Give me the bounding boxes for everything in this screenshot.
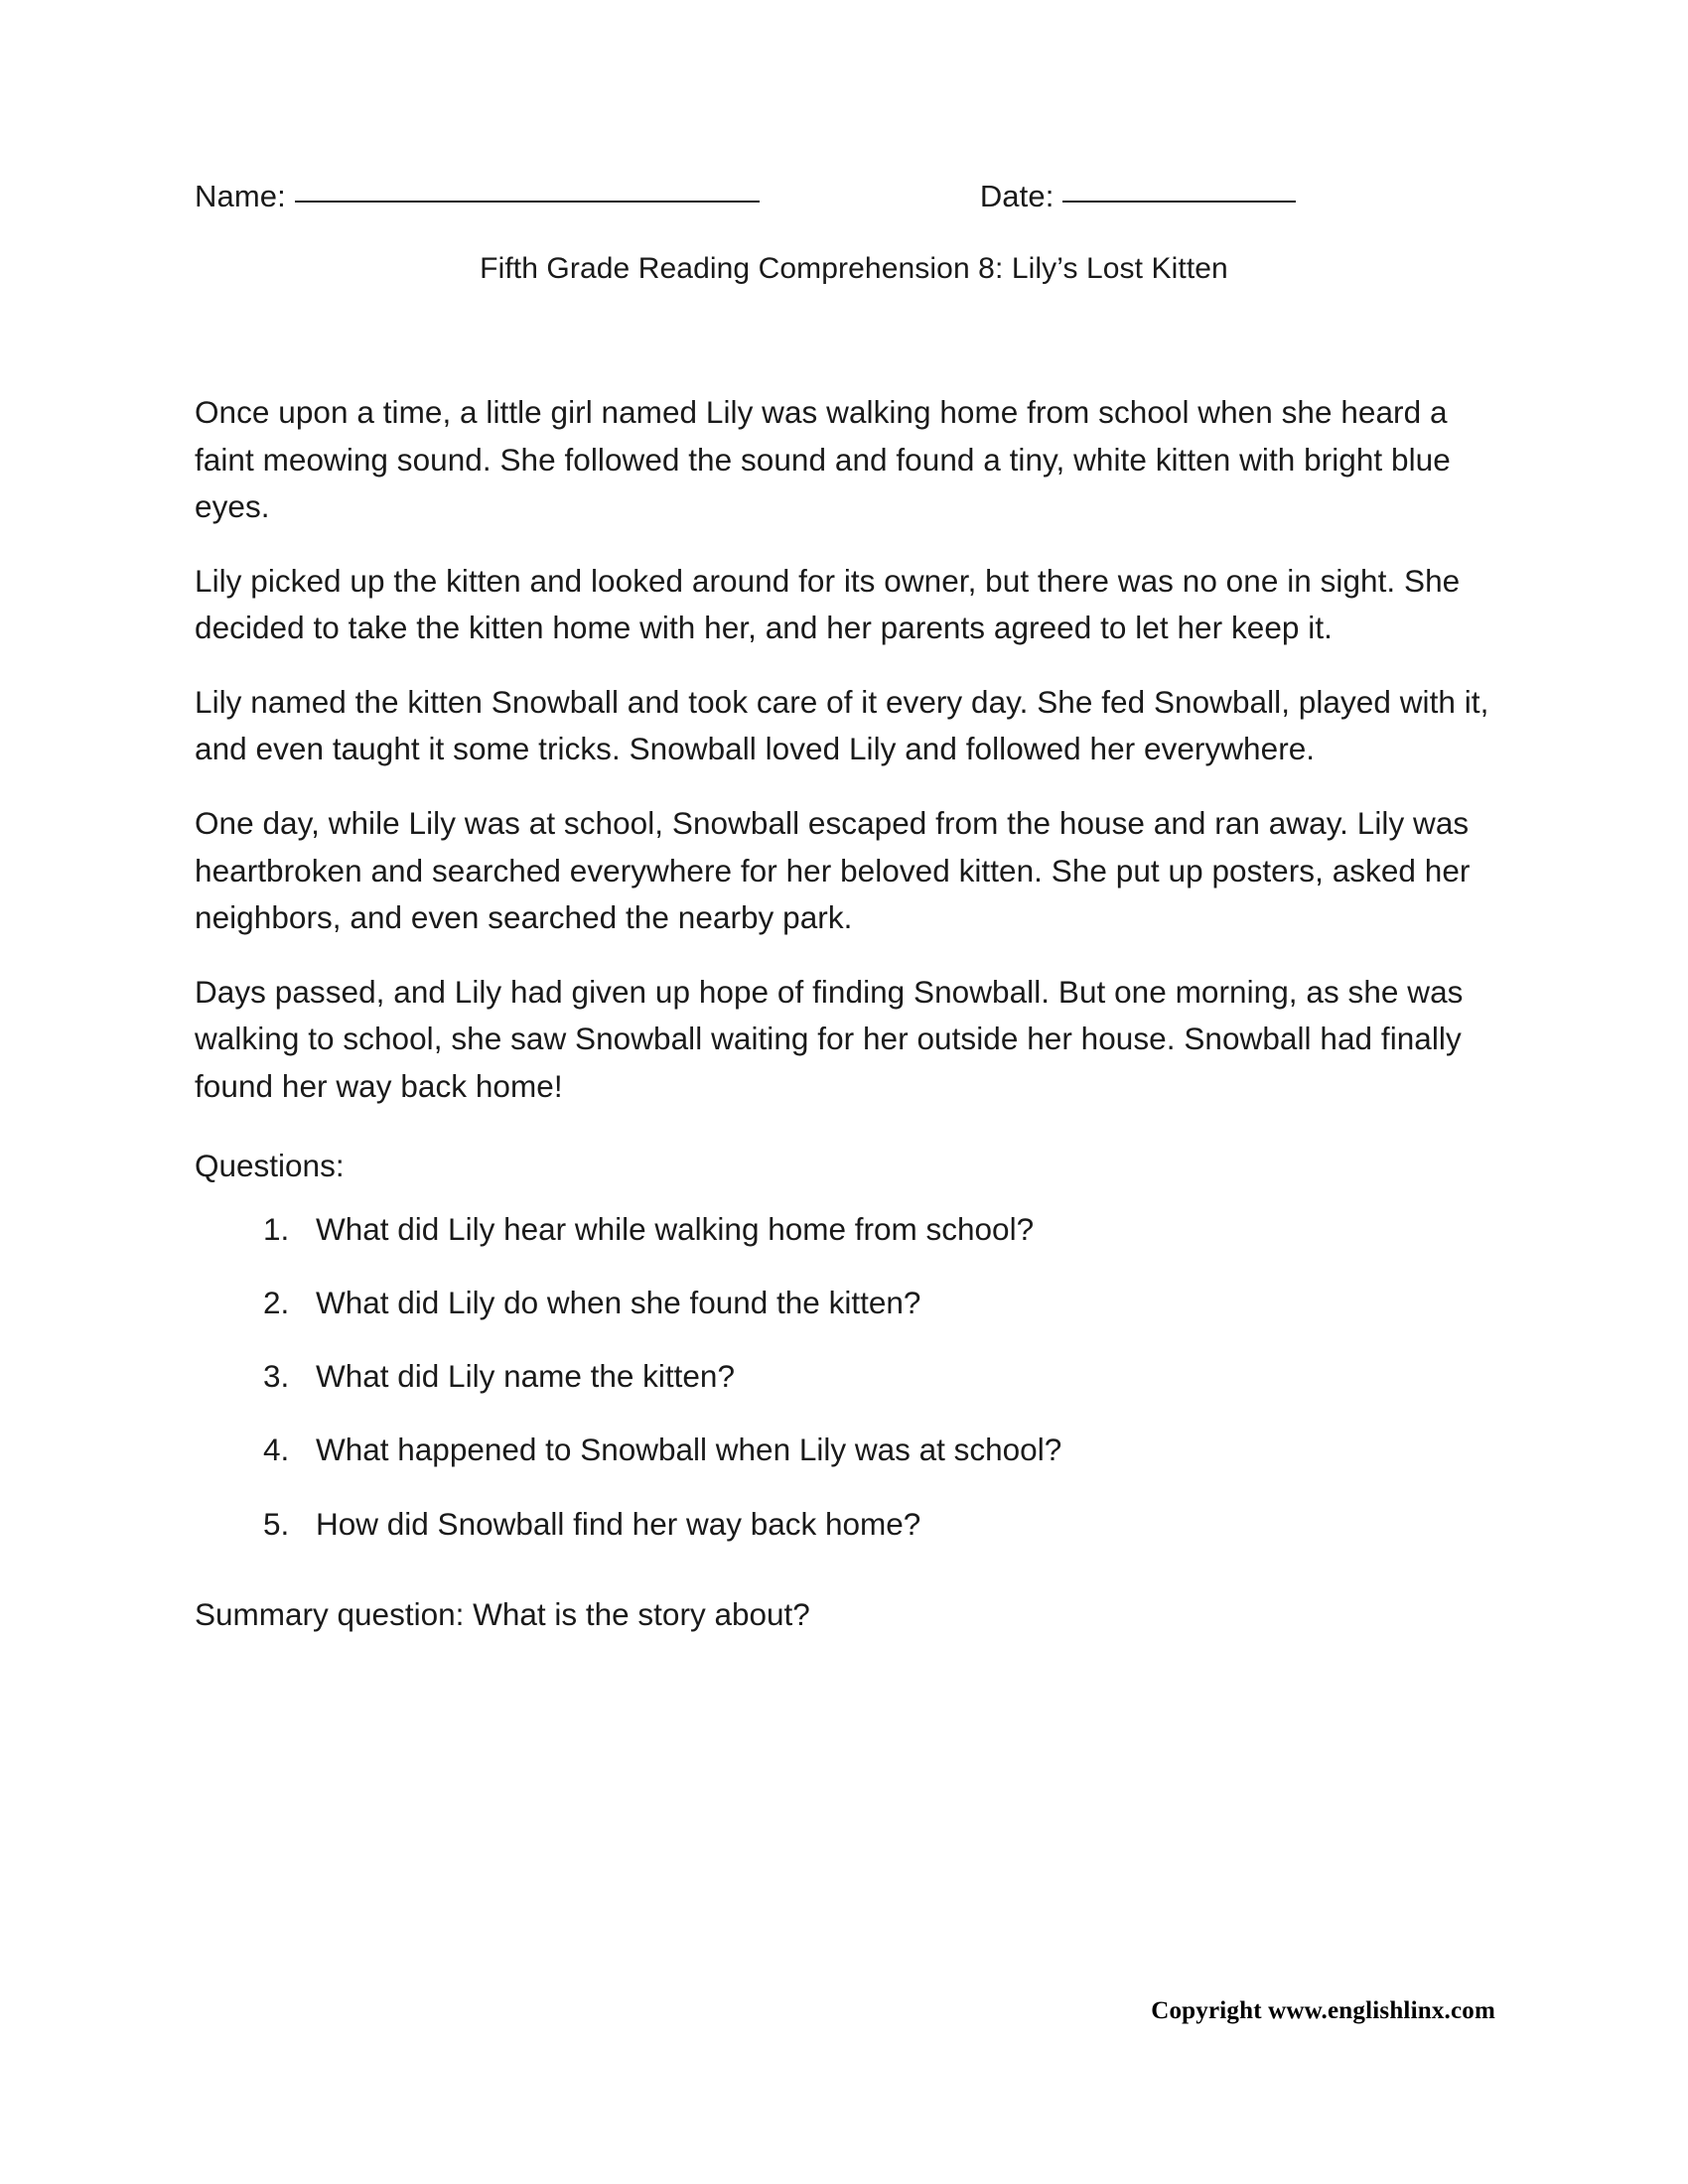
date-field-group (980, 179, 1297, 214)
copyright-footer: Copyright www.englishlinx.com (1151, 1997, 1495, 2024)
name-field-group (195, 179, 760, 214)
summary-question: Summary question: What is the story about? (195, 1595, 810, 1632)
passage-paragraph: One day, while Lily was at school, Snowball escaped from the house and ran away. Lily was heartbroken and searched everywhere for her beloved kitten. She put up posters, asked her neighbors, and even searched the nearby park. (195, 804, 1471, 936)
student-info-row (195, 179, 1495, 214)
list-item: 5. How did Snowball find her way back home? (298, 1501, 1495, 1548)
list-item: 3. What did Lily name the kitten? (298, 1353, 1495, 1400)
questions-list (195, 1206, 1495, 1548)
list-item: 2. What did Lily do when she found the kitten? (298, 1280, 1495, 1326)
page-title: Fifth Grade Reading Comprehension 8: Lily’s Lost Kitten (480, 252, 1228, 285)
name-input-blank[interactable] (295, 200, 760, 203)
worksheet-content (195, 179, 1495, 1638)
passage-paragraph: Lily picked up the kitten and looked around for its owner, but there was no one in sight. She decided to take the kitten home with her, and her parents agreed to let her keep it. (195, 562, 1461, 646)
passage-paragraph: Lily named the kitten Snowball and took care of it every day. She fed Snowball, played with it, and even taught it some tricks. Snowball loved Lily and followed her everywhere. (195, 683, 1489, 767)
name-label: Name: (195, 179, 286, 213)
date-input-blank[interactable] (1062, 200, 1296, 203)
date-label: Date: (979, 179, 1055, 213)
list-item: 1. What did Lily hear while walking home from school? (298, 1206, 1495, 1253)
passage-body (195, 389, 1495, 1110)
passage-paragraph: Once upon a time, a little girl named Lily was walking home from school when she heard a faint meowing sound. She followed the sound and found a tiny, white kitten with bright blue eyes. (195, 394, 1451, 525)
questions-heading: Questions: (195, 1148, 345, 1184)
passage-paragraph: Days passed, and Lily had given up hope of finding Snowball. But one morning, as she was walking to school, she saw Snowball waiting for her outside her house. Snowball had finally found her way back home! (195, 973, 1464, 1104)
list-item: 4. What happened to Snowball when Lily was at school? (298, 1427, 1495, 1473)
